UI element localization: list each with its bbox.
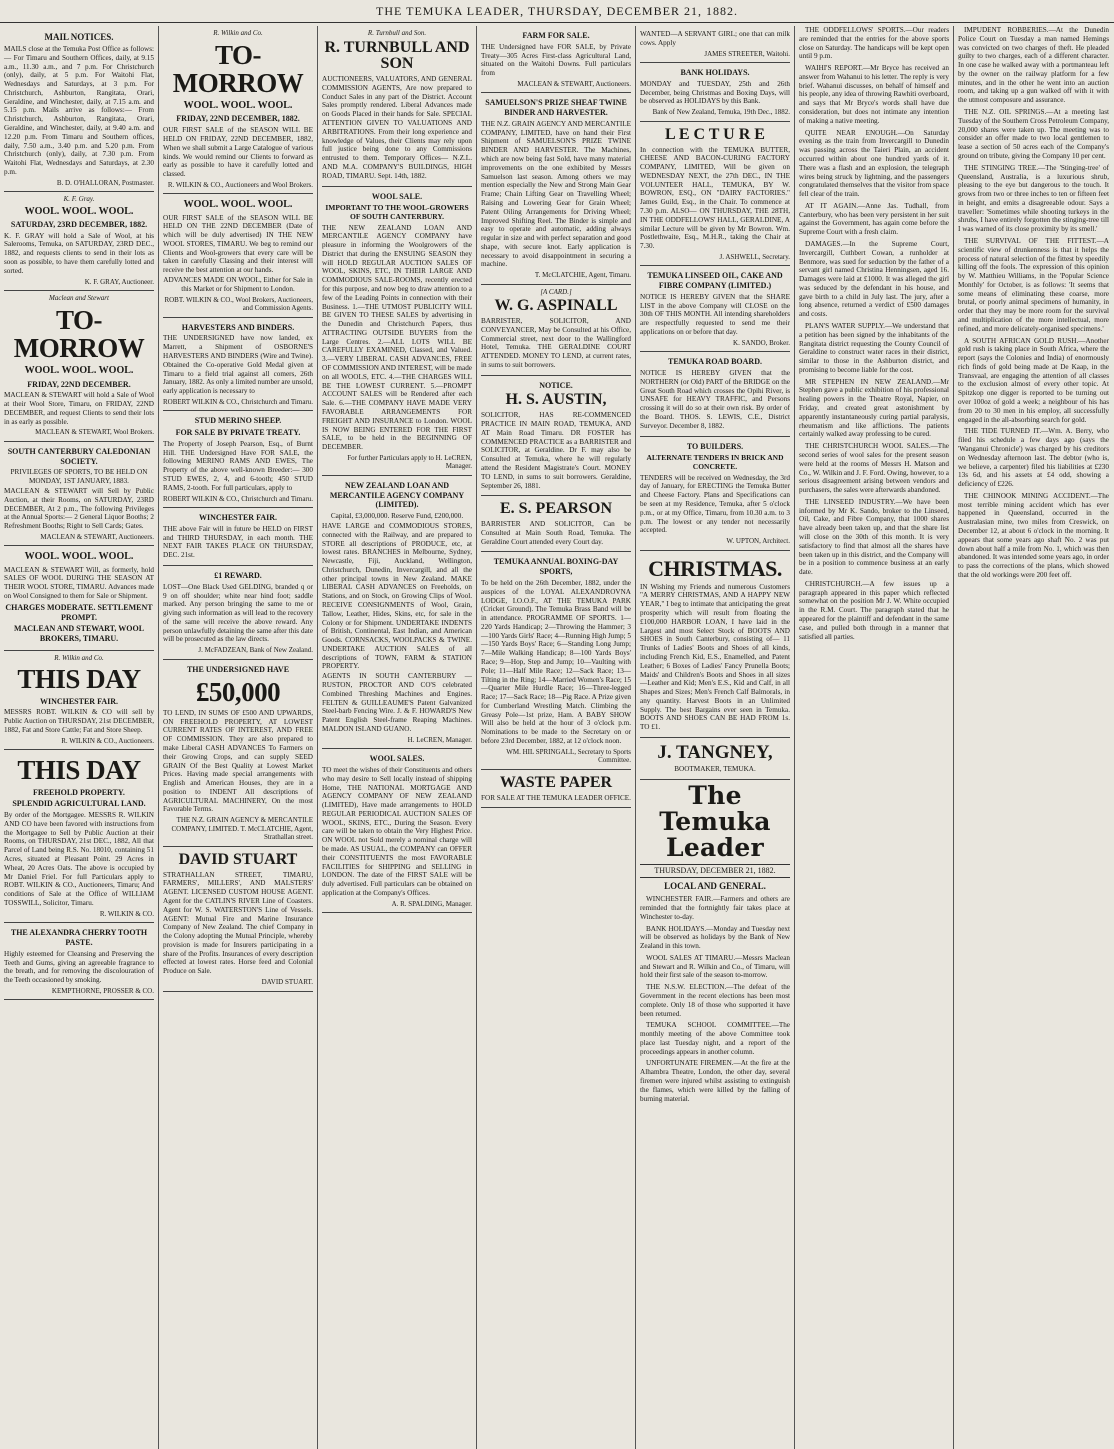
farm-sale-ad	[481, 26, 631, 93]
column-7	[954, 26, 1113, 1449]
col2-tomorrow-date: FRIDAY, 22ND DECEMBER, 1882.	[176, 114, 300, 124]
turnbull-big: R. TURNBULL AND SON	[324, 38, 470, 73]
loan-ad	[163, 660, 313, 847]
board-head: TEMUKA ROAD BOARD.	[667, 357, 762, 367]
thisday1-body: MESSRS ROBT. WILKIN & CO will sell by Public Auction on THURSDAY, 21st DECEMBER, 1882, Fat and Store Cattle; Fat and Store Sheep.	[4, 708, 154, 734]
waste-paper-ad	[481, 770, 631, 809]
thisday-freehold-ad	[4, 750, 154, 923]
maclean1-date: FRIDAY, 22ND DECEMBER.	[27, 379, 131, 389]
reward-ad	[163, 566, 313, 660]
woolsale2-head: WOOL SALES.	[369, 754, 425, 764]
loan-sig: THE N.Z. GRAIN AGENCY & MERCANTILE COMPANY, LIMITED. T. McCLATCHIE, Agent, Strathallan street.	[171, 816, 313, 842]
maclean1-head: WOOL. WOOL. WOOL.	[24, 365, 134, 377]
gray-date: SATURDAY, 23RD DECEMBER, 1882.	[10, 219, 148, 229]
tangney-body: BOOTMAKER, TEMUKA.	[674, 764, 756, 773]
maclean1-body: MACLEAN & STEWART will hold a Sale of Wool at their Wool Store, Timaru, on FRIDAY, 22ND DECEMBER, and request Clients to send their lots in as early as possible.	[4, 391, 154, 426]
news-paragraph: THE CHRISTCHURCH WOOL SALES.—The second series of wool sales for the present season were held at the rooms of Messrs H. Matson and Co., W. Wilkin and J. F. Ford. Owing, however, to a serious disagreement arising between vendors and purchasers, the sales were afterwards abandoned.	[799, 442, 949, 495]
page-header: THE TEMUKA LEADER, THURSDAY, DECEMBER 21, 1882.	[0, 0, 1114, 23]
maclean2-sig: MACLEAN AND STEWART, WOOL BROKERS, TIMARU.	[13, 624, 145, 643]
mail-notices-body: MAILS close at the Temuka Post Office as follows:— For Timaru and Southern Offices, daily, at 9.15 a.m., 11.30 a.m., and 7 p.m. For Christchurch (only), daily, at 5 p.m. For Waitohi Flat, Wednesdays and Saturdays, at 3 p.m. For Christchurch, Ashburton, Rangitata, Orari, Geraldine, and Winchester, daily, at 7.15 a.m. and 5.15 p.m. Mails arrive as follows:— From Christchurch, Ashburton, Rangitata, Orari, Geraldine, and Winchester, daily, at 9.40 a.m. and 12.20 p.m. From Timaru and Southern offices, daily, 7.50 a.m., 3.40 p.m. and 5.20 p.m. From Christchurch (only), daily, at 7.30 p.m. From Waitohi Flat, Wednesdays and Saturdays, at 2.30 p.m.	[4, 44, 154, 176]
loan-body: TO LEND, IN SUMS OF £500 AND UPWARDS, ON FREEHOLD PROPERTY, AT LOWEST CURRENT RATES OF INTEREST, AND FREE OF COMMISSION. They are also prepared to make Liberal CASH ADVANCES To Farmers on their Growing Crops, and can supply SEED GRAIN Of the Best Quality at Lowest Market Prices. Having made special arrangements with English and American Houses, they are in a position to INDENT All descriptions of AGRICULTURAL MACHINERY, On the most Favorable Terms.	[163, 708, 313, 814]
news-paragraph: QUITE NEAR ENOUGH.—On Saturday evening as the train from Invercargill to Dunedin was passing across the Taieri Plain, an accident occurred within about one hundred yards of it. There was a flash and an explosion, the telegraph wires being struck by lightning, and the passengers congratulated themselves that the visitor from space fell clear of the train.	[799, 128, 949, 199]
farm-sig: MACLEAN & STEWART, Auctioneers.	[517, 79, 631, 88]
nzloan-sub: Capital, £3,000,000. Reserve Fund, £200,000.	[330, 512, 464, 521]
builders-head: TO BUILDERS.	[686, 441, 744, 451]
column-4	[477, 26, 636, 1449]
samuelson-body: THE N.Z. GRAIN AGENCY AND MERCANTILE COMPANY, LIMITED, have on hand their First Shipment of SAMUELSON'S PRIZE TWINE BINDER AND HARVESTER. The Machines, which are now being fast Sold, have many material improvements on the one exhibited by Messrs Samuelson last season. Among others we may mention especially the New and Strong Main Gear Frame; Chain Lifting Gear on Travelling Wheel; Raising and Lowering Gear for Grain Wheel; Patent Oiling Arrangements for Driving Wheel; Improved Shifting Reel. The Binder is simple and easy to operate and automatic, adding always regular in size and with perfect separation and good shape, with secure knot. Early application is necessary to avoid disappointment in securing a machine.	[481, 119, 631, 269]
col2-firstsale-head: WOOL. WOOL. WOOL.	[183, 199, 293, 211]
boxing-body: To be held on the 26th December, 1882, under the auspices of the LOYAL ALEXANDROVNA LODGE, I.O.O.F., AT THE TEMUKA PARK (Cricket Ground). The Temuka Brass Band will be in attendance. PROGRAMME OF SPORTS. 1—220 Yards Handicap; 2—Throwing the Hammer; 3—100 Yards Girls' Race; 4—Running High Jump; 5—150 Yards Boys' Race; 6—Standing Long Jump; 7—Mile Walking Handicap; 8—100 Yards Boys' Race; 9—Hop, Step and Jump; 10—Vaulting with Pole; 11—Half Mile Race; 12—Sack Race; 13—Tilting in the Ring; 14—Married Women's Race; 15—Quarter Mile Hurdle Race; 16—Three-legged Race; 17—Sack Race; 18—Pig Race. A Prize given for Cumberland Wrestling Match. Climbing the Greasy Pole—1st prize, Ham. A BABY SHOW Will also be held at the hour of 3 o'clock p.m. Nominations to be made to the Secretary on or before 23rd December, 1882, at 12 o'clock noon.	[481, 578, 631, 746]
thisday1-big: THIS DAY	[17, 664, 141, 695]
col2-tomorrow-sig: R. WILKIN & CO., Auctioneers and Wool Brokers.	[167, 180, 313, 189]
aspinall-body: BARRISTER, SOLICITOR, AND CONVEYANCER, May be Consulted at his Office, Commercial street, next door to the Wallingford Hotel, Temuka. THE GERALDINE COURT ATTENDED. MONEY TO LEND, at current rates, in sums to suit borrowers.	[481, 317, 631, 369]
boxing-sig: WM. HIL SPRINGALL, Secretary to Sports Committee.	[506, 747, 631, 765]
column-1	[0, 26, 159, 1449]
news-paragraph: WAIHI'S REPORT.—Mr Bryce has received an answer from Wahanui to his letter. The reply is very brief. Wahanui discusses, on behalf of himself and his people, any idea of throwing Rawhiti overboard, and says that Mr Bryce's words shall have due consideration, but does not intimate any intention of making a native meeting.	[799, 64, 949, 125]
board-body: NOTICE IS HEREBY GIVEN that the NORTHERN (or Old) PART of the BRIDGE on the Great South Road which crosses the Opihi River, is UNSAFE for HEAVY TRAFFIC, and Persons crossing it will do so at their own risk. By order of the Board. THOS. S. LEWIS, C.E., District Surveyor. December 8, 1882.	[640, 369, 790, 430]
harvesters-ad	[163, 318, 313, 412]
gray-small: K. F. Gray.	[63, 195, 95, 204]
aspinall-small: [A CARD.]	[540, 287, 572, 296]
news-paragraph: THE LINSEED INDUSTRY.—We have been informed by Mr K. Sando, broker to the Linseed, Oil, Cake, and Fibre Company, that 1000 shares have already been taken up, and that the share list will close on the 30th of this month. It is very satisfactory to find that almost all the shares have been taken up in this district, and the Company will be in a position to commence business at an early date.	[799, 497, 949, 577]
merino-head: STUD MERINO SHEEP.	[194, 416, 282, 426]
news-paragraph: CHRISTCHURCH.—A few issues up a paragraph appeared in this paper which reflected somewhat on the position Mr J. W. White occupied in the R.M. Court. The paragraph stated that he appeared for the plaintiff and defendant in the same case, and pulled both through in a manner that satisfied all parties.	[799, 579, 949, 641]
thisday2-big: THIS DAY	[17, 755, 141, 786]
col2-tomorrow-head: WOOL. WOOL. WOOL.	[183, 100, 293, 112]
mail-notices	[4, 26, 154, 192]
winchester-head: WINCHESTER FAIR.	[198, 513, 278, 523]
woolsale2-body: TO meet the wishes of their Constituents and others who may desire to Sell locally instead of shipping Home, THE NATIONAL MORTGAGE AND AGENCY COMPANY OF NEW ZEALAND (LIMITED), Have made arrangements to HOLD REGULAR PERIODICAL AUCTION SALES OF WOOL, SKINS, ETC., During the Season. Every care will be taken to obtain the Very Highest Price. ON WOOL not Sold merely a nominal charge will be made. AS USUAL, the COMPANY can OFFER their CONSTITUENTS the most FAVORABLE FACILITIES for SHIPPING and SELLING in LONDON. The date of the FIRST SALE will be duly advertised. Full particulars can be obtained on application at the Company's Offices.	[322, 765, 472, 897]
woolsale2-sig: A. R. SPALDING, Manager.	[391, 899, 472, 908]
lecture-sig: J. ASHWELL, Secretary.	[719, 252, 790, 261]
bank-head: BANK HOLIDAYS.	[680, 68, 750, 78]
merino-ad	[163, 411, 313, 508]
harvesters-head: HARVESTERS AND BINDERS.	[181, 322, 295, 332]
road-board-ad	[640, 352, 790, 436]
cherry-paste-ad	[4, 923, 154, 1000]
thisday1-sig: R. WILKIN & CO., Auctioneers.	[61, 736, 154, 745]
col2-firstsale-sig: ROBT. WILKIN & CO., Wool Brokers, Auctioneers, and Commission Agents.	[164, 295, 313, 313]
bank-sig: Bank of New Zealand, Temuka, 19th Dec., 1882.	[652, 108, 790, 117]
news-paragraph: UNFORTUNATE FIREMEN.—At the fire at the Alhambra Theatre, London, the other day, several firemen were injured whilst assisting to extinguish the flames, which were killed by the falling of burning material.	[640, 1059, 790, 1103]
winchester-fair-ad	[163, 508, 313, 566]
news-paragraph: THE N.Z. OIL SPRINGS.—At a meeting last Tuesday of the Southern Cross Petroleum Company, 20,000 shares were taken up. The meeting was to consider an offer made to two local gentlemen to lease a section of 50 acres each of the Company's ground on tribute, giving the Company 10 per cent.	[958, 108, 1109, 160]
samuelson-sig: T. McCLATCHIE, Agent, Timaru.	[534, 271, 631, 280]
christmas-big: CHRISTMAS.	[648, 555, 782, 581]
gray-ad	[4, 192, 154, 291]
stuart-body: STRATHALLAN STREET, TIMARU, FARMERS', MILLERS', AND MALSTERS' AGENT. LICENSED CUSTOM HOUSE AGENT. Agent for the CATLIN'S RIVER Line of Coasters. Agent for W. S. WATERSTON'S Line of Vessels. AGENT: Mutual Fire and Marine Insurance Company of New Zealand. The chief Company in the Colony adopting the Mutual Principle, whereby provision is made for Insurers participating in a share of the Profits. Insurances of every description effected at lowest rates. Horse feed and Colonial Produce on Sale.	[163, 870, 313, 976]
maclean1-sig: MACLEAN & STEWART, Wool Brokers.	[35, 428, 154, 437]
pearson-body: BARRISTER AND SOLICITOR, Can be Consulted at Main South Road, Temuka. The Geraldine Court attended every Court day.	[481, 520, 631, 546]
merino-sub: FOR SALE BY PRIVATE TREATY.	[175, 428, 301, 438]
maclean-tomorrow-ad	[4, 291, 154, 442]
local-head: LOCAL AND GENERAL.	[664, 881, 766, 892]
samuelson-ad	[481, 93, 631, 284]
thisday2-sub: SPLENDID AGRICULTURAL LAND.	[12, 799, 146, 809]
woolsale-head: WOOL SALE.	[371, 191, 423, 201]
turnbull-ad	[322, 26, 472, 187]
news-paragraph: THE ODDFELLOWS' SPORTS.—Our readers are reminded that the entries for the above sports close on Saturday. The handicaps will be kept open until 9 p.m.	[799, 26, 949, 61]
nzloan-sig: H. LeCREN, Manager.	[407, 735, 472, 744]
boxing-head: TEMUKA ANNUAL BOXING-DAY SPORTS,	[493, 557, 619, 577]
loan-big: £50,000	[195, 676, 281, 707]
wilkin-tomorrow-ad	[163, 26, 313, 194]
merino-sig: ROBERT WILKIN & CO., Christchurch and Timaru.	[163, 494, 314, 503]
bank-body: MONDAY and TUESDAY, 25th and 26th December, being Christmas and Boxing Days, will be observed as HOLIDAYS by this Bank.	[640, 79, 790, 106]
news-paragraph: THE SURVIVAL OF THE FITTEST.—A scientific view of drunkenness is that it helps the process of natural selection of the fittest by speedily killing off the fools. The expression of this opinion by W. Matthieu Williams, in the 'Popular Science Monthly' for October, is as follows: 'It seems that some means of eliminating these coarse, more brutal, or poorly animal specimens of humanity, in order that they may be more room for the survival and multiplication of the more intellectual, more refined, and more delicately-organised specimens.'	[958, 236, 1109, 333]
austin-body: SOLICITOR, HAS RE-COMMENCED PRACTICE IN MAIN ROAD, TEMUKA, AND AT Main Road Timaru. DR FOSTER has COMMENCED PRACTICE as a BARRISTER and SOLICITOR, at Geraldine. Dr F. may also be Consulted at Temuka, where he will regularly attend the Resident Magistrate's Court. MONEY TO LEND, in sums to suit borrowers. Geraldine, September 26, 1881.	[481, 411, 631, 490]
boxing-day-ad	[481, 552, 631, 769]
cherry-body: Highly esteemed for Cleansing and Preserving the Teeth and Gums, giving an agreeable fragrance to the breath, and for removing the discolouration of the Teeth occasioned by smoking.	[4, 949, 154, 985]
christmas-body: IN Wishing my Friends and numerous Customers "A MERRY CHRISTMAS, AND A HAPPY NEW YEAR," I beg to intimate that anticipating the great prosperity which will result from floating the £100,000 HARBOR LOAN, I have laid in the Largest and most Select Stock of BOOTS AND SHOES in South Canterbury, consisting of— 11 Trunks of Ladies' Boots and Shoes of all kinds, including French Kid, E.S., Enamelled, and Patent Leather; 6 Boxes of Ladies' Fancy Prunella Boots; Maids' and Children's Boots and Shoes in all sizes—Leather and Kid; Men's E.S., Kid and Calf, in all Shapes and Sizes; Men's French Calf Balmorals, in any quantity. Harvest Boots in an Unlimited Supply. The best Bargains ever seen in Temuka. BOOTS AND SHOES CAN BE HAD FROM 1s. TO £1.	[640, 582, 790, 732]
news-paragraph: WOOL SALES AT TIMARU.—Messrs Maclean and Stewart and R. Wilkin and Co., of Timaru, will hold their first sale of the season to-morrow.	[640, 953, 790, 980]
reward-head: £1 REWARD.	[214, 571, 262, 580]
news-paragraph: THE CHINOOK MINING ACCIDENT.—The most terrible mining accident which has ever happened in Queensland, occurred in the Australasian mine, two miles from Creswick, on December 12, at about 6 o'clock in the morning. It appears that some years ago shaft No. 2 was put down about half a mile from No. 1, which was then abandoned. It was intended some years ago, in order to pass the corrections of the plans, which showed that the old workings were 200 feet off.	[958, 491, 1109, 579]
maclean2-head: WOOL. WOOL. WOOL.	[24, 551, 134, 563]
lecture-ad	[640, 122, 790, 267]
builders-body: TENDERS will be received on Wednesday, the 3rd day of January, for ERECTING the Temuka Butter and Cheese Factory. Plans and Specifications can be seen at my Residence, Temuka, after 5 o'clock p.m., or at my Office, Timaru, from 10.30 a.m. to 3 p.m. The lowest or any tender not necessarily accepted.	[640, 473, 790, 535]
reward-body: LOST—One Black Used GELDING, branded q or 9 on off shoulder; white near hind foot; saddle marked. Any person bringing the same to me or giving such information as will lead to the recovery of the same will receive the above reward. Any person unlawfully detaining the same after this date will be prosecuted as the law directs.	[163, 582, 313, 644]
maclean1-small: Maclean and Stewart	[49, 294, 109, 303]
stuart-ad	[163, 847, 313, 992]
gray-head: WOOL. WOOL. WOOL.	[24, 205, 134, 217]
wilkin-firstsale-ad	[163, 194, 313, 317]
maclean2-body: MACLEAN & STEWART Will, as formerly, hold SALES OF WOOL DURING THE SEASON AT THEIR WOOL STORE, TIMARU. Advances made on Wool Consigned to them for Sale or Shipment.	[4, 565, 154, 600]
cherry-head: THE ALEXANDRA CHERRY TOOTH PASTE.	[10, 928, 148, 947]
news-paragraph: WINCHESTER FAIR.—Farmers and others are reminded that the fortnightly fair takes place at Winchester to-day.	[640, 895, 790, 921]
harvesters-sig: ROBERT WILKIN & CO., Christchurch and Timaru.	[163, 397, 314, 406]
woolsale-body: THE NEW ZEALAND LOAN AND MERCANTILE AGENCY COMPANY have pleasure in informing the Woolgrowers of the District that during the ENSUING SEASON they will HOLD REGULAR AUCTION SALES OF WOOL, SKINS, ETC, IN THEIR LARGE AND COMMODIOUS SALE-ROOMS, recently erected for this purpose, and now beg to draw attention to a few of the Leading Points in connection with their Business. 1.—THE UTMOST PUBLICITY WILL BE GIVEN TO THESE SALES by advertising in the Dunedin and Christchurch Papers, thus ATTRACTING OUTSIDE BUYERS from the Large Centres. 2.—ALL LOTS WILL BE CAREFULLY EXAMINED, Classed, and Valued. 3.—VERY LIBERAL CASH ADVANCES, FREE OF COMMISSION AND INTEREST, will be made on all WOOLS, ETC. 4.—THE CHARGES WILL BE THE LOWEST CURRENT. 5.—PROMPT ACCOUNT SALES will be Rendered after each Sale. 6.—THE COMPANY HAVE MADE VERY FAVORABLE ARRANGEMENTS FOR FREIGHT AND INSURANCE to London. WOOL IS NOW BEING ENTERED FOR THE FIRST SALE, to be held in the BEGINNING OF DECEMBER.	[322, 223, 472, 452]
woolsale-sig: For further Particulars apply to H. LeCREN, Manager.	[347, 453, 472, 471]
mail-notices-title: MAIL NOTICES.	[44, 32, 114, 42]
news-paragraph: THE N.S.W. ELECTION.—The defeat of the Government in the recent elections has been most complete. Only 18 of those who supported it have been returned.	[640, 983, 790, 1018]
caledonian-ad	[4, 442, 154, 547]
austin-big: H. S. AUSTIN,	[505, 391, 607, 409]
news-paragraph: PLAN'S WATER SUPPLY.—We understand that a petition has been signed by the inhabitants of the Rangitata district requesting the County Council of Geraldine to construct water races in their district, similar to those in the Ashburton district, and promising to become liable for the cost.	[799, 322, 949, 374]
reward-sig: J. McFADZEAN, Bank of New Zealand.	[198, 646, 313, 655]
column-3	[318, 26, 477, 1449]
woolsale-sub: IMPORTANT TO THE WOOL-GROWERS OF SOUTH CANTERBURY.	[325, 203, 469, 222]
thisday-winchester-ad	[4, 651, 154, 751]
wool-sale-ad	[322, 187, 472, 476]
farm-body: THE Undersigned have FOR SALE, by Private Treaty—305 Acres First-class Agricultural Land, situated on the Waitohi Downs. Full particulars from	[481, 42, 631, 78]
lecture-body: In connection with the TEMUKA BUTTER, CHEESE AND BACON-CURING FACTORY COMPANY, LIMITED, Will be given on WEDNESDAY NEXT, the 27th DEC., IN THE VOLUNTEER HALL, TEMUKA, BY W. BOWRON, ESQ., ON "DAIRY FACTORIES." James Guild, Esq., in the Chair. To commence at 7.30 p.m. ALSO— ON THURSDAY, THE 28TH, IN THE ODDFELLOWS' HALL, GERALDINE, A similar Lecture will be given by Mr Bowron. Wm. Postlethwaite, Esq., M.H.R., taking the Chair at 7.30.	[640, 145, 790, 251]
turnbull-small: R. Turnbull and Son.	[367, 29, 427, 37]
pearson-big: E. S. PEARSON	[499, 500, 613, 518]
news-paragraph: MR STEPHEN IN NEW ZEALAND.—Mr Stephen gave a public exhibition of his professional healing powers in the Theatre Royal, Napier, on Friday, and created great astonishment by apparently instantaneously curing partial paralysis, rheumatism and like afflictions. The patients certainly walked away professing to be cured.	[799, 377, 949, 439]
gray-body: K. F. GRAY will hold a Sale of Wool, at his Salerooms, Temuka, on SATURDAY, 23RD DEC., 1882, and requests clients to send in their lots as soon as possible, to have them carefully lotted and sorted.	[4, 231, 154, 275]
tangney-ad	[640, 738, 790, 780]
news-paragraph: THE STINGING TREE.—The 'Stinging-tree' of Queensland, Australia, is a luxurious shrub, pleasing to the eye but dangerous to the touch. It grows from two or three inches to ten or fifteen feet in height, and emits a disagreeable odour. Says a traveller: 'Sometimes while shooting turkeys in the shrubs, I have entirely forgotten the stinging-tree till I was warned of its close proximity by its smell.'	[958, 163, 1109, 234]
stuart-head: DAVID STUART	[178, 850, 298, 868]
harvesters-body: THE UNDERSIGNED have now landed, ex Marrett, a Shipment of OSBORNE'S HARVESTERS AND BINDERS (Wire and Twine). Obtained the Co-operative Gold Medal given at Timaru to a field trial against all comers, 26th January, 1882. As only a limited number are unsold, early application is necessary to	[163, 334, 313, 396]
paper-big: WASTE PAPER	[499, 773, 613, 791]
masthead-date: THURSDAY, DECEMBER 21, 1882.	[640, 864, 790, 878]
lecture-big: L E C T U R E	[665, 125, 765, 143]
bank-holidays-ad	[640, 63, 790, 122]
builders-ad	[640, 437, 790, 551]
col2-firstsale-advances: ADVANCES MADE ON WOOL, Either for Sale in this Market or for Shipment to London.	[163, 276, 313, 293]
column-5	[636, 26, 795, 1449]
cherry-sig: KEMPTHORNE, PROSSER & CO.	[51, 986, 154, 995]
caledonian-sub: PRIVILEGES OF SPORTS, TO BE HELD ON MONDAY, 1ST JANUARY, 1883.	[10, 468, 148, 486]
maclean-wool-ad	[4, 546, 154, 650]
nzloan-body: HAVE LARGE and COMMODIOUS STORES, connected with the Railway, and are prepared to STORE all descriptions of PRODUCE, etc, at lowest rates. BRANCHES in Melbourne, Sydney, Newcastle, Fiji, Auckland, Wellington, Christchurch, Dunedin, Invercargill, and all the other principal towns in New Zealand. MAKE LIBERAL CASH ADVANCES on Freeholds, on Stations, and on Stock, on Growing Clips of Wool. RECEIVE CONSIGNMENTS of Wool, Grain, Tallow, Leather, Hides, Skins, etc, for sale in the Colony or for Shipment. UNDERTAKE INDENTS of British, Continental, East Indian, and American Goods. CORNSACKS, WOOLPACKS & TWINE. UNDERTAKE AUCTION SALES of all descriptions of TOWN, FARM & STATION PROPERTY.	[322, 521, 472, 671]
column-6	[795, 26, 954, 1449]
caledonian-head: SOUTH CANTERBURY CALEDONIAN SOCIETY.	[7, 446, 151, 466]
columns	[0, 26, 1114, 1449]
news-paragraph: THE TIDE TURNED IT.—Wm. A. Berry, who filed his schedule a few days ago (says the 'Wanganui Chronicle') was charged by his creditors on Wednesday afternoon last. The debtor (who is, we believe, a carpenter) filed his liabilities at £230 13s 6d, and his assets at £4 odd, showing a deficiency of £226.	[958, 427, 1109, 489]
caledonian-body: MACLEAN & STEWART will Sell by Public Auction, at their Rooms, on SATURDAY, 23RD DECEMBER, At 2 p.m., The following Privileges at the Annual Sports:— 2 General Liquor Booths; 2 Refreshment Booths; Right to Sell Cards; Gates.	[4, 487, 154, 531]
col2-tomorrow-small: R. Wilkin and Co.	[213, 29, 263, 37]
builders-sig: W. UPTON, Architect.	[726, 537, 790, 546]
paper-body: FOR SALE AT THE TEMUKA LEADER OFFICE.	[481, 793, 631, 802]
loan-head: THE UNDERSIGNED HAVE	[186, 664, 290, 674]
masthead	[640, 780, 790, 879]
winchester-body: THE above Fair will in future be HELD on FIRST and THIRD THURSDAY, in each month. THE NEXT FAIR TAKES PLACE ON THURSDAY, DEC. 21st.	[163, 524, 313, 560]
maclean1-big: TO-MORROW	[13, 304, 145, 363]
news-paragraph: A SOUTH AFRICAN GOLD RUSH.—Another gold rush is taking place in South Africa, where the report (says the Colonies and India) of enormously rich finds of gold being made at De Kaap, in the Transvaal, are engaging the attention of all classes to the exclusion almost of every other topic. At Spitzkop one digger is reported to be turning out over 100oz of gold a week; a neighbour of his has from 20 to 30 men in his employ, all successfully engaged in the all-absorbing search for gold.	[958, 336, 1109, 424]
aspinall-ad	[481, 285, 631, 376]
linseed-head: TEMUKA LINSEED OIL, CAKE AND FIBRE COMPANY (LIMITED.)	[647, 271, 783, 291]
merino-body: The Property of Joseph Pearson, Esq., of Burnt Hill. THE Undersigned Have FOR SALE, the following MERINO RAMS AND EWES, The Property of the above well-known Breeder:— 300 STUD EWES, 2, 4, and 6-tooth; 450 STUD RAMS, 2-tooth. For full particulars, apply to	[163, 439, 313, 492]
thisday1-small: R. Wilkin and Co.	[54, 653, 104, 662]
aspinall-big: W. G. ASPINALL	[494, 297, 618, 315]
turnbull-body: AUCTIONEERS, VALUATORS, AND GENERAL COMMISSION AGENTS, Are now prepared to Conduct Sales in any part of the District. Account Sales promptly rendered. Liberal Advances made on Goods Placed in their hands for Sale. SPECIAL ATTENTION GIVEN TO VALUATIONS AND ARBITRATIONS. From their long experience and knowledge of Values, their Clients may rely upon full justice being done to any Commissions entrusted to them. Temporary Offices— N.Z.L. AND M.A. COMPANY'S BUILDINGS, HIGH ROAD, TIMARU. Sept. 14th, 1882.	[322, 75, 472, 180]
linseed-body: NOTICE IS HEREBY GIVEN that the SHARE LIST in the above Company will CLOSE on the 30th OF THIS MONTH. All intending shareholders are respectfully requested to send me their applications on or before that day.	[640, 292, 790, 337]
gray-sig: K. F. GRAY, Auctioneer.	[84, 277, 154, 286]
servant-sig: JAMES STREETER, Waitohi.	[704, 49, 790, 58]
nzloan-agents: AGENTS IN SOUTH CANTERBURY — RUSTON, PROCTOR AND CO'S celebrated Combined Threshing Machines and Engines. FELTEN & GUILLEAUME'S Patent Galvanized Steel-barb Fencing Wire. J. & F. HOWARD'S New Patent English Steel-frame Reaping Machines. MALDON ISLAND GUANO.	[322, 672, 472, 733]
farm-head: FARM FOR SALE.	[522, 31, 590, 40]
pearson-ad	[481, 496, 631, 552]
mail-notices-sig: B. D. O'HALLORAN, Postmaster.	[56, 178, 154, 187]
linseed-ad	[640, 266, 790, 352]
col2-tomorrow-big: TO-MORROW	[172, 39, 304, 98]
thisday2-sig: R. WILKIN & CO.	[99, 909, 154, 918]
thisday2-head: FREEHOLD PROPERTY.	[33, 787, 125, 797]
wool-sales-2-ad	[322, 749, 472, 913]
samuelson-head: SAMUELSON'S PRIZE SHEAF TWINE BINDER AND HARVESTER.	[485, 98, 627, 118]
news-paragraph: AT IT AGAIN.—Anne Jas. Tudhall, from Canterbury, who has been very persistent in her suit against the Government, has again come before the Supreme Court with a fresh claim.	[799, 201, 949, 237]
nzloan-head: NEW ZEALAND LOAN AND MERCANTILE AGENCY COMPANY (LIMITED).	[329, 480, 465, 510]
local-and-general	[640, 881, 790, 1103]
servant-ad	[640, 26, 790, 63]
news-paragraph: DAMAGES.—In the Supreme Court, Invercargill, Cuthbert Cowan, a runholder at Benmore, was sued for seduction by the father of a servant girl named Christina Henningsen, aged 16. Damages were laid at £1000. It was alleged the girl was seduced by the defendant in his house, and gave birth to a child in July last. The jury, after a long absence, returned a verdict of £500 damages and costs.	[799, 239, 949, 319]
builders-sub: ALTERNATE TENDERS IN BRICK AND CONCRETE.	[646, 453, 784, 472]
masthead-title: The Temuka Leader	[659, 780, 771, 863]
nzloan-ad	[322, 476, 472, 749]
thisday2-body: By order of the Mortgagee. MESSRS R. WILKIN AND CO have been favored with instructions from the Mortgagee to Sell by Public Auction at their Rooms, on THURSDAY, 21st DEC., 1882, All that Parcel of Land being R.S. No. 18010, containing 51 Acres, situated at Pleasant Point. 29 Acres in Wheat, 20 Acres Oats. The above is occupied by Mr Daniel Friel. For full Particulars apply to ROBT. WILKIN & CO., Auctioneers, Timaru; And conditions of Sale at the Office of WILLIAM TOSSWILL, Solicitor, Timaru.	[4, 811, 154, 907]
caledonian-sig: MACLEAN & STEWART, Auctioneers.	[40, 532, 154, 541]
news-paragraph: TEMUKA SCHOOL COMMITTEE.—The monthly meeting of the above Committee took place last Tuesday night, and a report of the proceedings appears in another column.	[640, 1021, 790, 1056]
thisday1-head: WINCHESTER FAIR.	[39, 696, 119, 706]
notice-head: NOTICE.	[539, 380, 573, 390]
col2-firstsale-body: OUR FIRST SALE of the SEASON WILL BE HELD ON THE 22ND DECEMBER (Date of which will be duly advertised) IN THE NEW WOOL STORES, TIMARU. We beg to remind our Clients and Wool-growers that every care will be taken in carefully Classing and their interest will receive the best attention at our hands.	[163, 213, 313, 275]
col2-tomorrow-body: OUR FIRST SALE of the SEASON WILL BE HELD ON FRIDAY, 22ND DECEMBER, 1882, When we shall submit a Large Catalogue of various kinds. We would remind our Clients to forward as early as possible to have it carefully lotted and classed.	[163, 126, 313, 179]
maclean2-charges: CHARGES MODERATE. SETTLEMENT PROMPT.	[5, 602, 153, 622]
linseed-sig: K. SANDO, Broker.	[733, 338, 790, 347]
austin-ad	[481, 376, 631, 497]
tangney-big: J. TANGNEY,	[657, 741, 773, 763]
servant-body: WANTED—A SERVANT GIRL; one that can milk cows. Apply	[640, 30, 790, 47]
news-paragraph: IMPUDENT ROBBERIES.—At the Dunedin Police Court on Tuesday a man named Hemings was convicted on two charges of theft. He pleaded guilty to two charges, each of a different character. In one case he walked away with a portmanteau left by the owner on the railway platform for a few minutes, and in the other he went into an auction room, and taking up a gun walked off with it with the utmost composure and assurance.	[958, 26, 1109, 105]
christmas-ad	[640, 551, 790, 738]
stuart-sig: DAVID STUART.	[261, 977, 313, 986]
column-2	[159, 26, 318, 1449]
news-paragraph: BANK HOLIDAYS.—Monday and Tuesday next will be observed as holidays by the Bank of New Zealand in this town.	[640, 924, 790, 951]
